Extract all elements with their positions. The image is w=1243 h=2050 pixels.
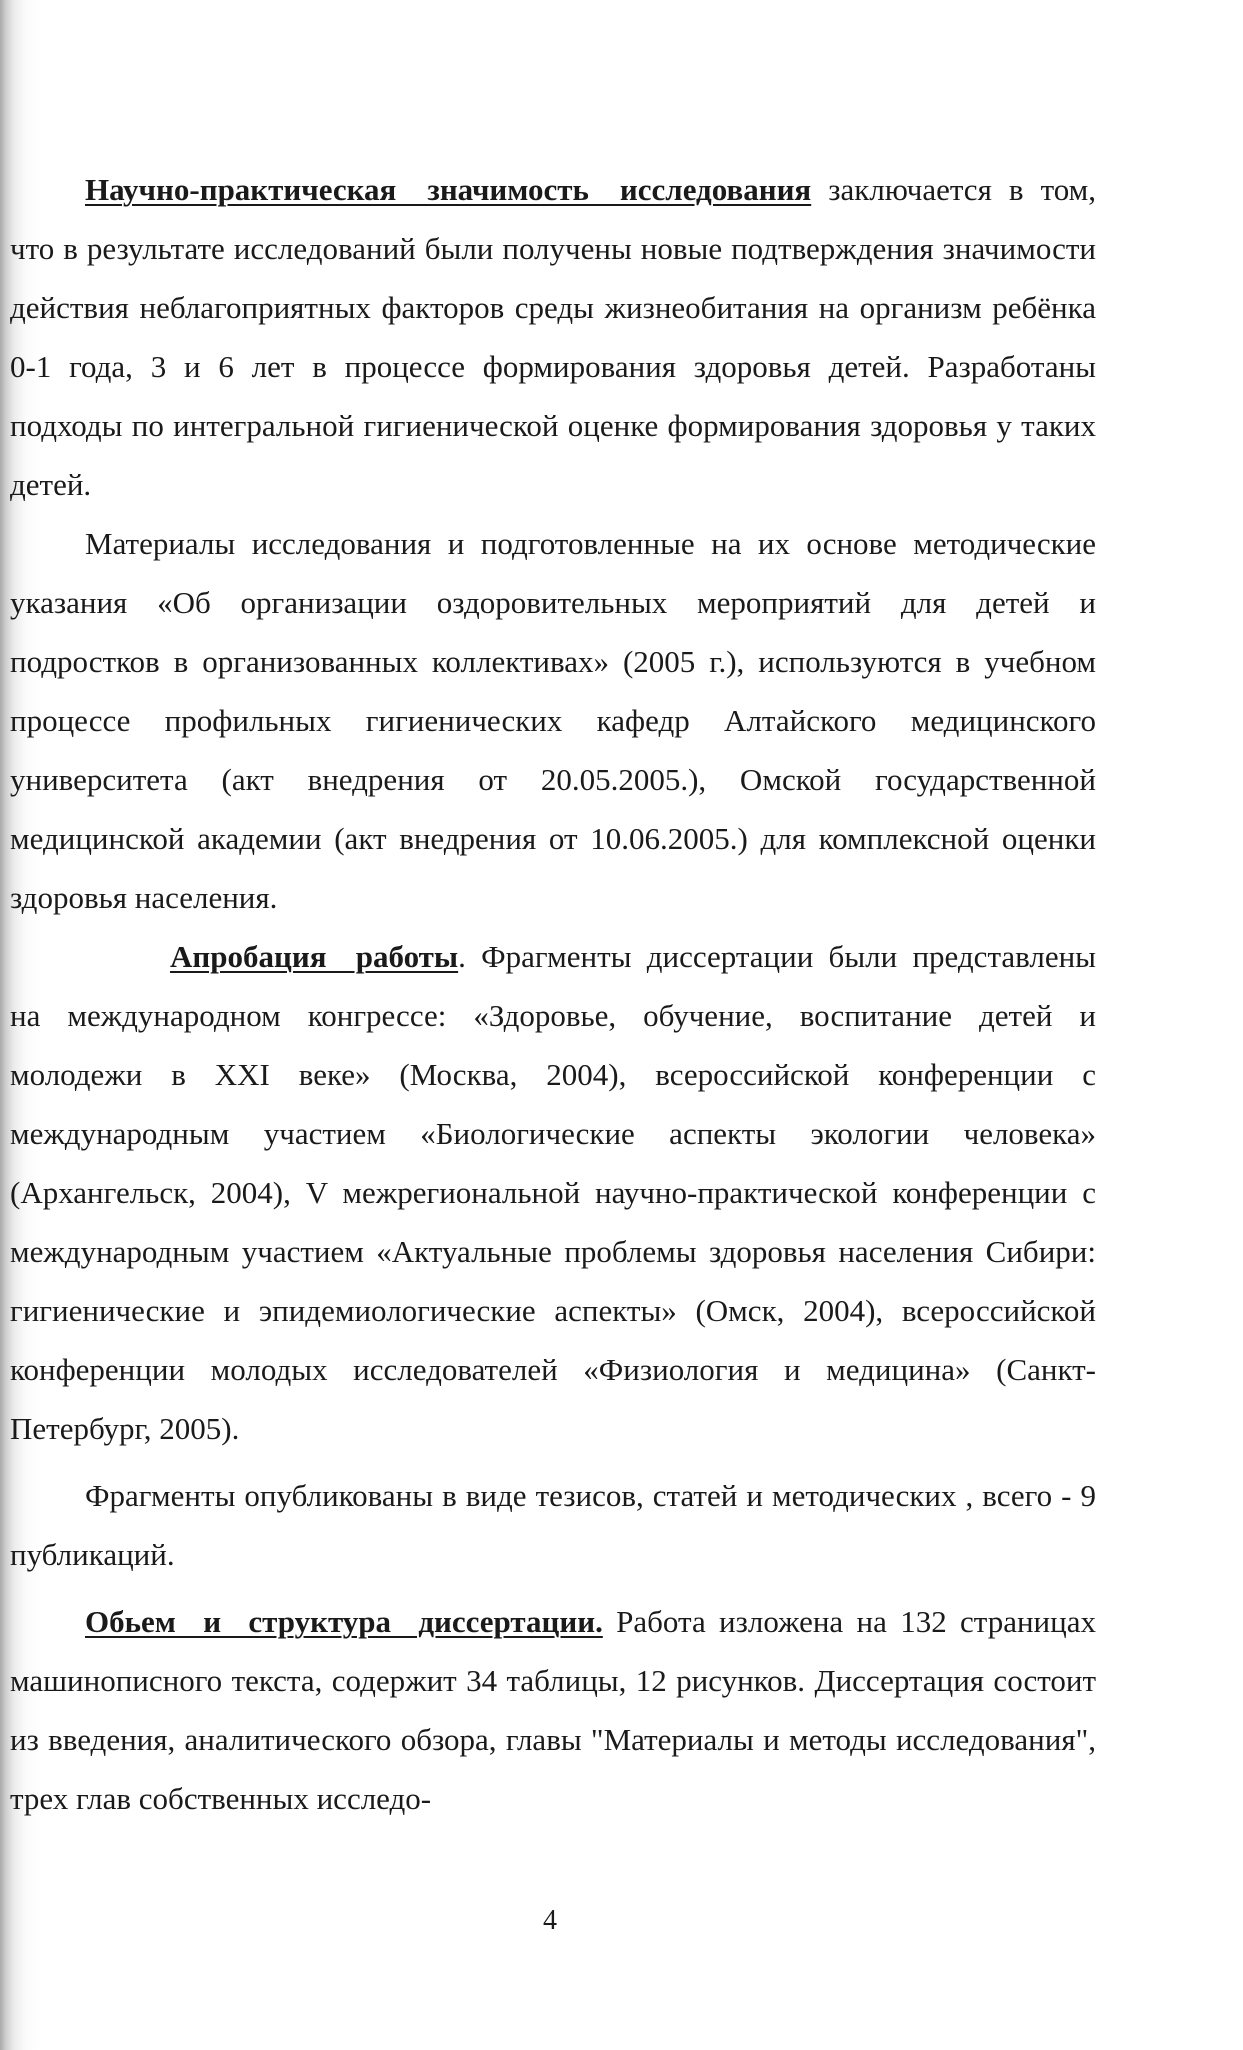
text-publications: Фрагменты опубликованы в виде тезисов, статей и методических , всего - 9 публикаций. <box>10 1478 1096 1572</box>
text-approbation: . Фрагменты диссертации были представлены на международном конгрессе: «Здоровье, обучение, воспитание детей и молодежи в XXI веке» (Москва, 2004), всероссийской конференции с международным участием «Биологические аспекты экологии человека» (Архангельск, 2004), V межрегиональной научно-практической конференции с международным участием «Актуальные проблемы здоровья населения Сибири: гигиенические и эпидемиологические аспекты» (Омск, 2004), всероссийской конференции молодых исследователей «Физиология и медицина» (Санкт-Петербург, 2005). <box>10 939 1096 1446</box>
body-text <box>10 160 1096 1828</box>
paragraph-significance <box>10 160 1096 514</box>
text-materials: Материалы исследования и подготовленные на их основе методические указания «Об организации оздоровительных мероприятий для детей и подростков в организованных коллективах» (2005 г.), используются в учебном процессе профильных гигиенических кафедр Алтайского медицинского университета (акт внедрения от 20.05.2005.), Омской государственной медицинской академии (акт внедрения от 10.06.2005.) для комплексной оценки здоровья населения. <box>10 526 1096 915</box>
heading-approbation: Апробация работы <box>170 939 459 974</box>
text-significance: заключается в том, что в результате исследований были получены новые подтверждения значимости действия неблагоприятных факторов среды жизнеобитания на организм ребёнка 0-1 года, 3 и 6 лет в процессе формирования здоровья детей. Разработаны подходы по интегральной гигиенической оценке формирования здоровья у таких детей. <box>10 172 1097 502</box>
paragraph-publications <box>10 1466 1096 1584</box>
paragraph-approbation <box>10 927 1096 1458</box>
paragraph-structure <box>10 1592 1096 1828</box>
text-structure: Работа изложена на 132 страницах машинописного текста, содержит 34 таблицы, 12 рисунков. Диссертация состоит из введения, аналитического обзора, главы "Материалы и методы исследования", трех глав собственных исследо- <box>10 1604 1096 1816</box>
paragraph-materials <box>10 514 1096 927</box>
heading-structure: Обьем и структура диссертации. <box>85 1604 603 1639</box>
heading-significance: Научно-практическая значимость исследования <box>85 172 812 207</box>
page-number: 4 <box>543 1905 557 1936</box>
